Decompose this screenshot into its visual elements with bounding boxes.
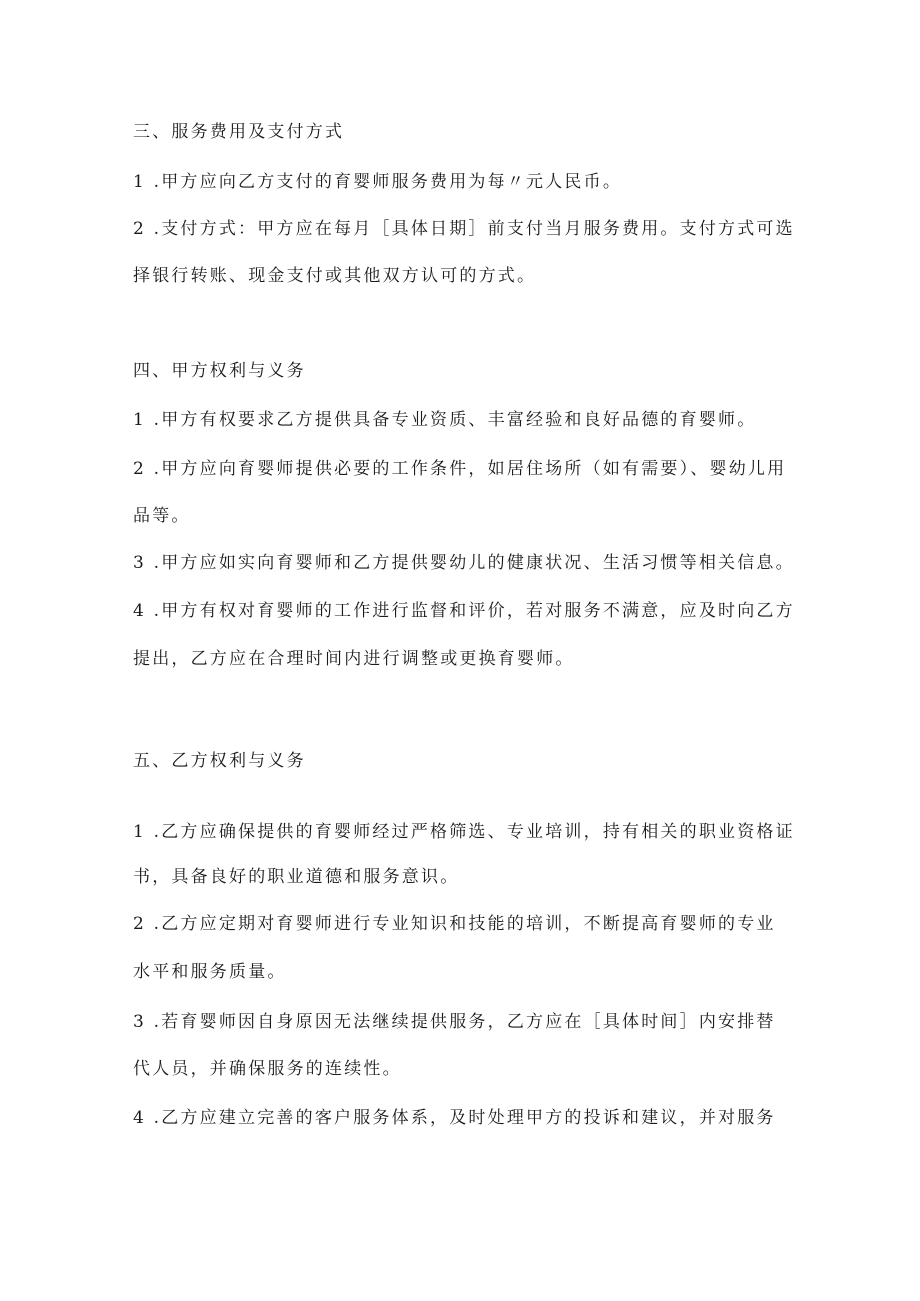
paragraph-line: 代人员，并确保服务的连续性。 bbox=[133, 1059, 402, 1079]
paragraph-line: 提出，乙方应在合理时间内进行调整或更换育婴师。 bbox=[133, 649, 575, 669]
paragraph-line: 3 .若育婴师因自身原因无法继续提供服务，乙方应在［具体时间］内安排替 bbox=[133, 1012, 776, 1032]
paragraph-line: 4 .甲方有权对育婴师的工作进行监督和评价，若对服务不满意，应及时向乙方 bbox=[133, 601, 795, 621]
paragraph-line: 2 .支付方式：甲方应在每月［具体日期］前支付当月服务费用。支付方式可选 bbox=[133, 219, 795, 239]
paragraph-line: 1 .甲方应向乙方支付的育婴师服务费用为每〃元人民币。 bbox=[133, 172, 623, 192]
paragraph-line: 2 .乙方应定期对育婴师进行专业知识和技能的培训，不断提高育婴师的专业 bbox=[133, 914, 776, 934]
paragraph-line: 3 .甲方应如实向育婴师和乙方提供婴幼儿的健康状况、生活习惯等相关信息。 bbox=[133, 553, 795, 573]
section-heading: 四、甲方权利与义务 bbox=[133, 361, 306, 381]
paragraph-line: 4 .乙方应建立完善的客户服务体系，及时处理甲方的投诉和建议，并对服务 bbox=[133, 1108, 776, 1128]
paragraph-line: 择银行转账、现金支付或其他双方认可的方式。 bbox=[133, 266, 537, 286]
paragraph-line: 书，具备良好的职业道德和服务意识。 bbox=[133, 867, 460, 887]
section-heading: 五、乙方权利与义务 bbox=[133, 751, 306, 771]
paragraph-line: 品等。 bbox=[133, 506, 191, 526]
paragraph-line: 水平和服务质量。 bbox=[133, 962, 287, 982]
section-heading: 三、服务费用及支付方式 bbox=[133, 122, 345, 142]
paragraph-line: 1 .甲方有权要求乙方提供具备专业资质、丰富经验和良好品德的育婴师。 bbox=[133, 410, 757, 430]
paragraph-line: 1 .乙方应确保提供的育婴师经过严格筛选、专业培训，持有相关的职业资格证 bbox=[133, 822, 795, 842]
paragraph-line: 2 .甲方应向育婴师提供必要的工作条件，如居住场所（如有需要）、婴幼儿用 bbox=[133, 459, 787, 479]
